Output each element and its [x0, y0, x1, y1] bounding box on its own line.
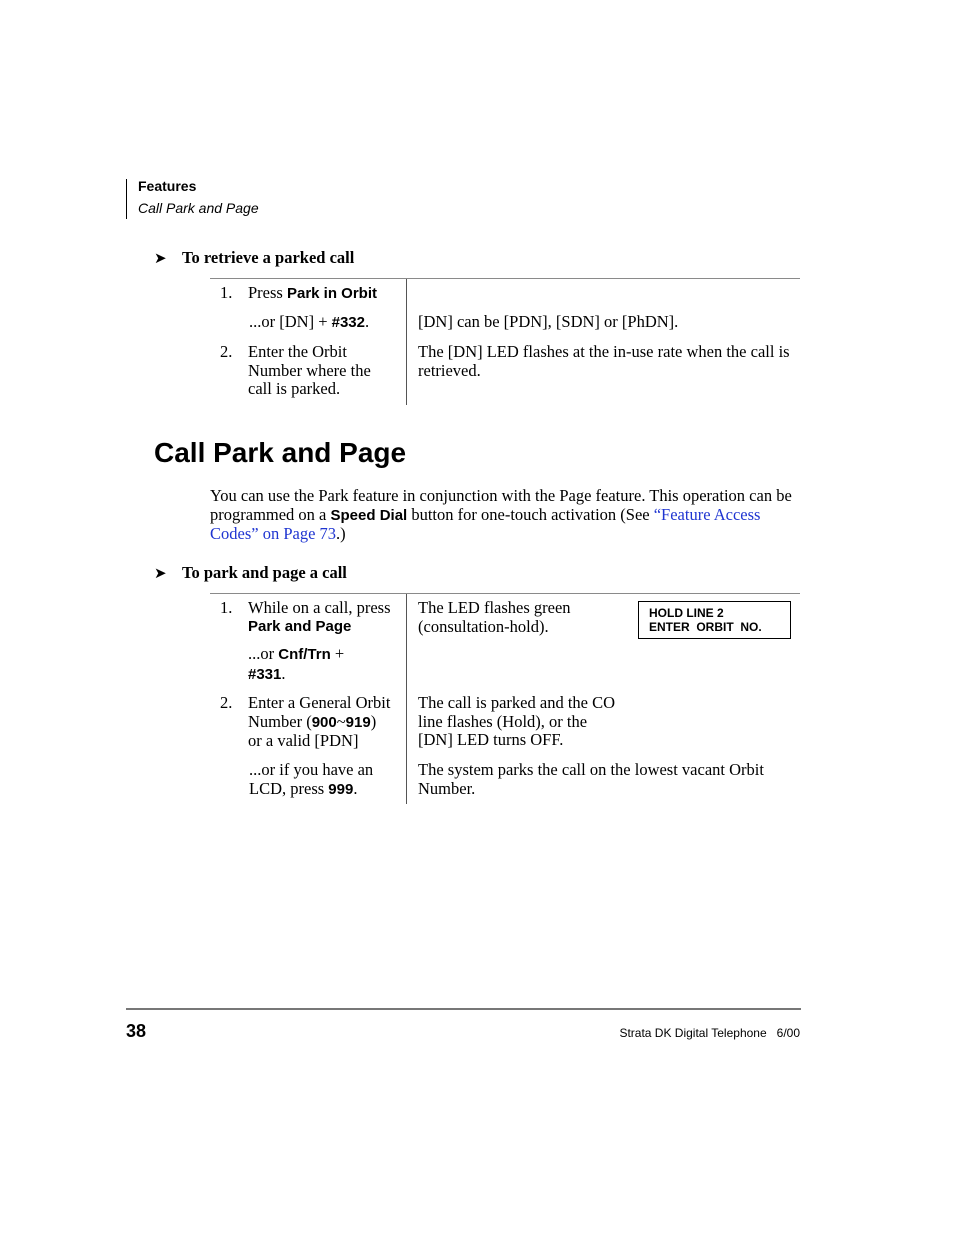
key-label: #331	[248, 665, 282, 683]
step-text: Enter the Orbit Number where the call is parked.	[248, 342, 371, 398]
step-alt: ...or [DN] + #332.	[249, 312, 370, 331]
step-number: 1.	[220, 598, 233, 617]
step-number: 1.	[220, 283, 233, 302]
park-page-heading: ➤ To park and page a call	[154, 563, 347, 582]
step-number: 2.	[220, 342, 233, 361]
key-label: 999	[328, 780, 354, 798]
key-label: 900	[311, 713, 337, 731]
key-label: Cnf/Trn	[278, 646, 331, 663]
table-divider	[406, 594, 407, 804]
page-number: 38	[126, 1021, 147, 1041]
step-note: The call is parked and the CO line flashes (Hold), or the [DN] LED turns OFF.	[418, 693, 616, 749]
step-alt: ...or Cnf/Trn + #331.	[248, 644, 345, 683]
arrow-icon: ➤	[154, 249, 167, 267]
intro-paragraph: You can use the Park feature in conjunction with the Page feature. This operation can be programmed on a Speed Dial button for one-touch activation (See “Feature Access Codes” on Page 73.)	[210, 486, 792, 543]
header-subtitle: Call Park and Page	[138, 200, 259, 216]
table-top-rule	[210, 593, 800, 594]
key-label: Park in Orbit	[286, 285, 377, 302]
step-number: 2.	[220, 693, 233, 712]
step-note: The [DN] LED flashes at the in-use rate when the call is retrieved.	[418, 342, 790, 380]
step-note: [DN] can be [PDN], [SDN] or [PhDN].	[418, 312, 679, 331]
header-title: Features	[138, 178, 197, 194]
arrow-icon: ➤	[154, 564, 167, 582]
retrieve-heading: ➤ To retrieve a parked call	[154, 248, 355, 267]
table-top-rule	[210, 278, 800, 279]
section-title: Call Park and Page	[154, 437, 407, 468]
feature-codes-link[interactable]: “Feature Access Codes” on Page 73	[210, 504, 761, 543]
step-text: While on a call, press Park and Page	[248, 598, 391, 635]
key-label: #332	[331, 314, 365, 331]
key-label: 919	[345, 713, 371, 731]
footer-rule	[126, 1008, 801, 1010]
lcd-display: HOLD LINE 2 ENTER ORBIT NO.	[638, 601, 791, 639]
step-alt: ...or if you have an LCD, press 999.	[249, 760, 374, 798]
key-label: Park and Page	[248, 617, 352, 635]
header-rule	[126, 179, 127, 219]
step-note: The system parks the call on the lowest vacant Orbit Number.	[418, 760, 764, 798]
step-note: The LED flashes green (consultation-hold).	[418, 598, 571, 636]
step-text: Enter a General Orbit Number (900~919) or a valid [PDN]	[248, 693, 391, 750]
table-divider	[406, 279, 407, 405]
key-label: Speed Dial	[330, 506, 408, 524]
step-text: Press Park in Orbit	[248, 283, 377, 302]
footer-text: Strata DK Digital Telephone 6/00	[619, 1026, 800, 1040]
